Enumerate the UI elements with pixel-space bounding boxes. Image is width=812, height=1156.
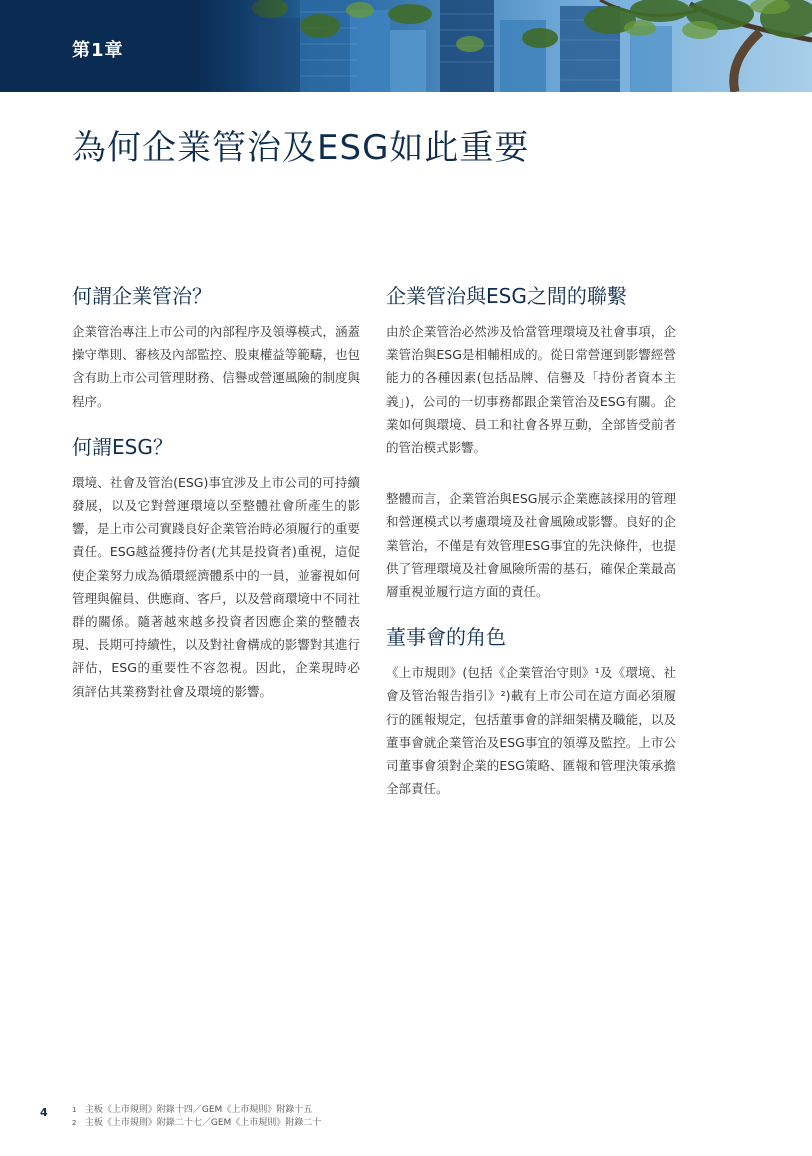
section-heading-what-is-esg: 何謂ESG？ <box>72 434 173 459</box>
section-paragraph: 環境、社會及管治(ESG)事宜涉及上市公司的可持續發展，以及它對營運環境以至整體社會所產生的影響，是上市公司實踐良好企業管治時必須履行的重要責任。ESG越益獲持份者(尤其是投資者)重視，這促使企業努力成為循環經濟體系中的一員，並審視如何管理與僱員、供應商、客戶，以及營商環境中不同社群的關係。隨著越來越多投資者因應企業的整體表現、長期可持續性，以及對社會構成的影響對其進行評估，ESG的重要性不容忽視。因此，企業現時必須評估其業務對社會及環境的影響。 <box>72 474 360 699</box>
chapter-label: 第1章 <box>72 40 124 61</box>
footnote-number: 2 <box>72 1119 77 1127</box>
footnote <box>72 1117 321 1130</box>
section-heading-what-is-corporate-governance: 何謂企業管治？ <box>72 284 212 308</box>
footnotes <box>72 1104 321 1130</box>
section-paragraph: 企業管治專注上市公司的內部程序及領導模式，涵蓋操守準則、審核及內部監控、股東權益等範疇，也包含有助上市公司管理財務、信譽或營運風險的制度與程序。 <box>72 324 360 409</box>
footnote-number: 1 <box>72 1106 77 1114</box>
section-paragraph: 《上市規則》(包括《企業管治守則》¹及《環境、社會及管治報告指引》²)載有上市公司在這方面必須履行的匯報規定，包括董事會的詳細架構及職能，以及董事會就企業管治及ESG事宜的領導及監控。上市公司董事會須對企業的ESG策略、匯報和管理決策承擔全部責任。 <box>386 665 676 797</box>
paragraph-spacer <box>386 459 676 487</box>
footnote <box>72 1104 321 1117</box>
section-paragraph: 整體而言，企業管治與ESG展示企業應該採用的管理和營運模式以考慮環境及社會風險或影響。良好的企業管治，不僅是有效管理ESG事宜的先決條件，也提供了管理環境及社會風險所需的基石，確保企業最高層重視並履行這方面的責任。 <box>386 491 676 600</box>
footnote-text: 主板《上市規則》附錄十四／GEM《上市規則》附錄十五 <box>84 1105 313 1115</box>
section-heading-cg-esg-link: 企業管治與ESG之間的聯繫 <box>386 284 627 308</box>
right-column <box>386 282 676 800</box>
page-number: 4 <box>40 1106 48 1119</box>
section-spacer <box>386 603 676 623</box>
left-column <box>72 282 360 703</box>
header-banner <box>0 0 812 92</box>
footnote-text: 主板《上市規則》附錄二十七／GEM《上市規則》附錄二十 <box>84 1118 322 1128</box>
section-spacer <box>72 413 360 433</box>
page-title: 為何企業管治及ESG如此重要 <box>72 128 530 168</box>
banner-fade <box>180 0 300 92</box>
section-heading-board-role: 董事會的角色 <box>386 625 506 650</box>
section-paragraph: 由於企業管治必然涉及恰當管理環境及社會事項，企業管治與ESG是相輔相成的。從日常營運到影響經營能力的各種因素(包括品牌、信譽及「持份者資本主義」)，公司的一切事務都跟企業管治及ESG有關。企業如何與環境、員工和社會各界互動，全部皆受前者的管治模式影響。 <box>386 324 676 456</box>
